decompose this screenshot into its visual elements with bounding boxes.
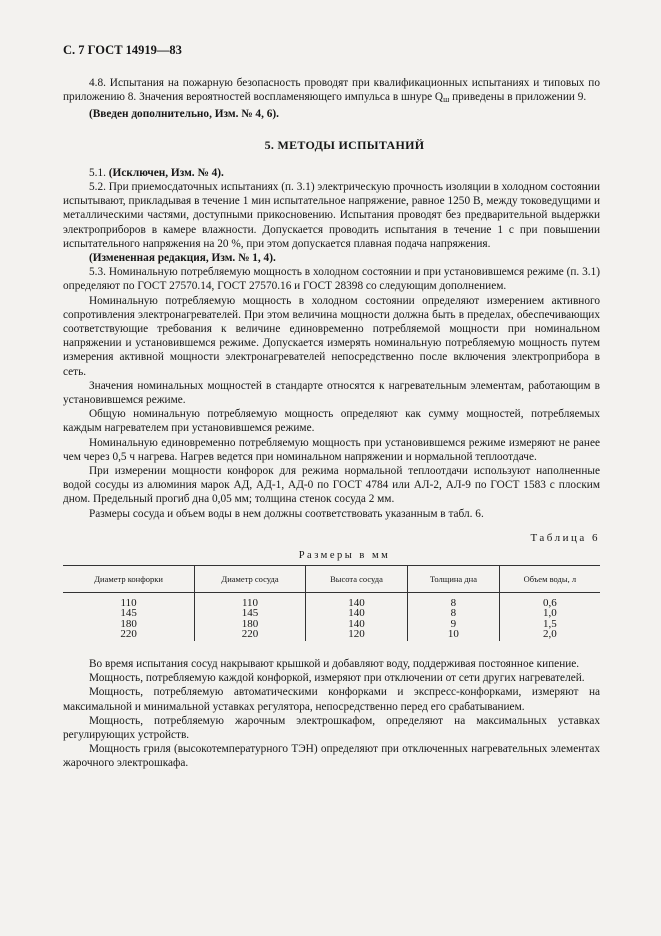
p48-tail: приведены в приложении 9. <box>449 91 587 104</box>
table-units: Размеры в мм <box>298 549 391 561</box>
table-cell: 110 <box>120 597 137 610</box>
table-cell: 0,6 <box>499 593 600 609</box>
paragraph-after-table-5: Мощность гриля (высокотемпературного ТЭН) определяют при отключенных нагревательных элементах жарочного электрошкафа. <box>63 743 600 770</box>
table-cell: 10 <box>408 629 500 641</box>
table-label: Таблица 6 <box>530 531 600 544</box>
paragraph-5-3d: Номинальную единовременно потребляемую мощность при установившемся режиме измеряют не ранее чем через 0,5 ч нагрева. Нагрев ведется при номинальном напряжении и нормальной теплоотдаче. <box>63 436 600 463</box>
table-cell: 1,5 <box>499 619 600 629</box>
p51-text: (Исключен, Изм. № 4). <box>108 166 224 179</box>
table-header-cell: Диаметр сосуда <box>195 566 306 593</box>
table-cell: 145 <box>120 607 137 620</box>
p51-num: 5.1. <box>89 166 109 179</box>
p48-note: (Введен дополнительно, Изм. № 4, 6). <box>89 108 279 121</box>
paragraph-5-3b: Значения номинальных мощностей в стандарте относятся к нагревательным элементам, работающим в установившемся режиме. <box>63 379 600 407</box>
table-row <box>63 593 600 609</box>
paragraph-5-3: 5.3. Номинальную потребляемую мощность в холодном состоянии и при установившемся режиме (п. 3.1) определяют по ГОСТ 27570.14, ГОСТ 27570.16 и ГОСТ 28398 со следующим дополнением. <box>63 266 600 293</box>
page-header: С. 7 ГОСТ 14919—83 <box>63 43 182 57</box>
table-row <box>63 608 600 618</box>
table-header-cell: Высота сосуда <box>305 566 407 593</box>
paragraph-after-table-4: Мощность, потребляемую жарочным электрошкафом, определяют на максимальных уставках регулирующих устройств. <box>63 714 600 741</box>
paragraph-5-2: 5.2. При приемосдаточных испытаниях (п. 3.1) электрическую прочность изоляции в холодном состоянии испытывают, прикладывая в течение 1 мин испытательное напряжение, равное 1250 В, между токоведущими и металлическими частями, доступными прикосновению. Испытания проводят без предварительной выдержки электроприборов в камере влажности. Допускается проводить испытания в течение 1 с при повышении испытательного напряжения на 20 %, при этом допускается плавная подача напряжения. <box>63 181 600 250</box>
table-cell: 220 <box>120 627 137 640</box>
table-header-cell: Толщина дна <box>408 566 500 593</box>
table-6 <box>63 565 600 641</box>
table-cell: 2,0 <box>499 629 600 641</box>
paragraph-5-1 <box>89 166 600 180</box>
table-cell: 145 <box>195 608 306 618</box>
table-cell: 110 <box>195 593 306 609</box>
table-header-cell: Диаметр конфорки <box>63 566 195 593</box>
table-header-cell: Объем воды, л <box>499 566 600 593</box>
table-cell: 140 <box>305 608 407 618</box>
paragraph-5-3e: При измерении мощности конфорок для режима нормальной теплоотдачи используют наполненные водой сосуды из алюминия марок АД, АД-1, АД-0 по ГОСТ 4784 или АЛ-2, АЛ-9 по ГОСТ 1583 с плоским дном. Предельный прогиб дна 0,05 мм; толщина стенок сосуда 2 мм. <box>63 465 600 506</box>
paragraph-5-3c: Общую номинальную потребляемую мощность определяют как сумму мощностей, потребляемых каждым нагревателем при установившемся режиме. <box>63 408 600 435</box>
paragraph-after-table-3: Мощность, потребляемую автоматическими конфорками и экспресс-конфорками, измеряют на максимальной и минимальной уставках регулятора, непосредственно перед его срабатыванием. <box>63 686 600 713</box>
paragraph-4-8 <box>63 76 600 107</box>
section-title: 5. МЕТОДЫ ИСПЫТАНИЙ <box>264 137 425 152</box>
table-cell: 140 <box>305 619 407 629</box>
table-row <box>63 619 600 629</box>
p48-text: 4.8. Испытания на пожарную безопасность проводят при квалификационных испытаниях и типовых по приложению 8. Значения вероятностей воспламеняющего импульса в шнуре Q <box>63 77 600 104</box>
table-cell: 180 <box>120 617 137 630</box>
paragraph-5-3f: Размеры сосуда и объем воды в нем должны соответствовать указанным в табл. 6. <box>89 507 484 520</box>
table-row <box>63 629 600 641</box>
p48-subscript: ш <box>443 95 450 105</box>
p52-note: (Измененная редакция, Изм. № 1, 4). <box>89 252 276 265</box>
table-caption-row <box>89 531 600 547</box>
table-cell: 220 <box>195 629 306 641</box>
table-cell: 8 <box>408 593 500 609</box>
table-cell: 9 <box>408 619 500 629</box>
table-cell: 1,0 <box>499 608 600 618</box>
paragraph-5-3a: Номинальную потребляемую мощность в холодном состоянии определяют измерением активного сопротивления электронагревателей. При этом величина мощности должна быть в пределах, обеспечивающих соответствующие требования к величине единовременно потребляемой мощности при номинальном напряжении и установившемся режиме. Допускается измерять номинальную потребляемую мощность путем измерения активной мощности электронагревателей непосредственно после включения электроприбора в сеть. <box>63 294 600 378</box>
table-cell: 180 <box>195 619 306 629</box>
document-body <box>63 76 600 771</box>
table-cell: 120 <box>305 629 407 641</box>
paragraph-after-table-2: Мощность, потребляемую каждой конфоркой, измеряют при отключении от сети других нагревателей. <box>89 672 585 685</box>
paragraph-after-table-1: Во время испытания сосуд накрывают крышкой и добавляют воду, поддерживая постоянное кипение. <box>89 657 580 670</box>
table-cell: 8 <box>408 608 500 618</box>
table-header-row <box>63 566 600 593</box>
table-cell: 140 <box>305 593 407 609</box>
